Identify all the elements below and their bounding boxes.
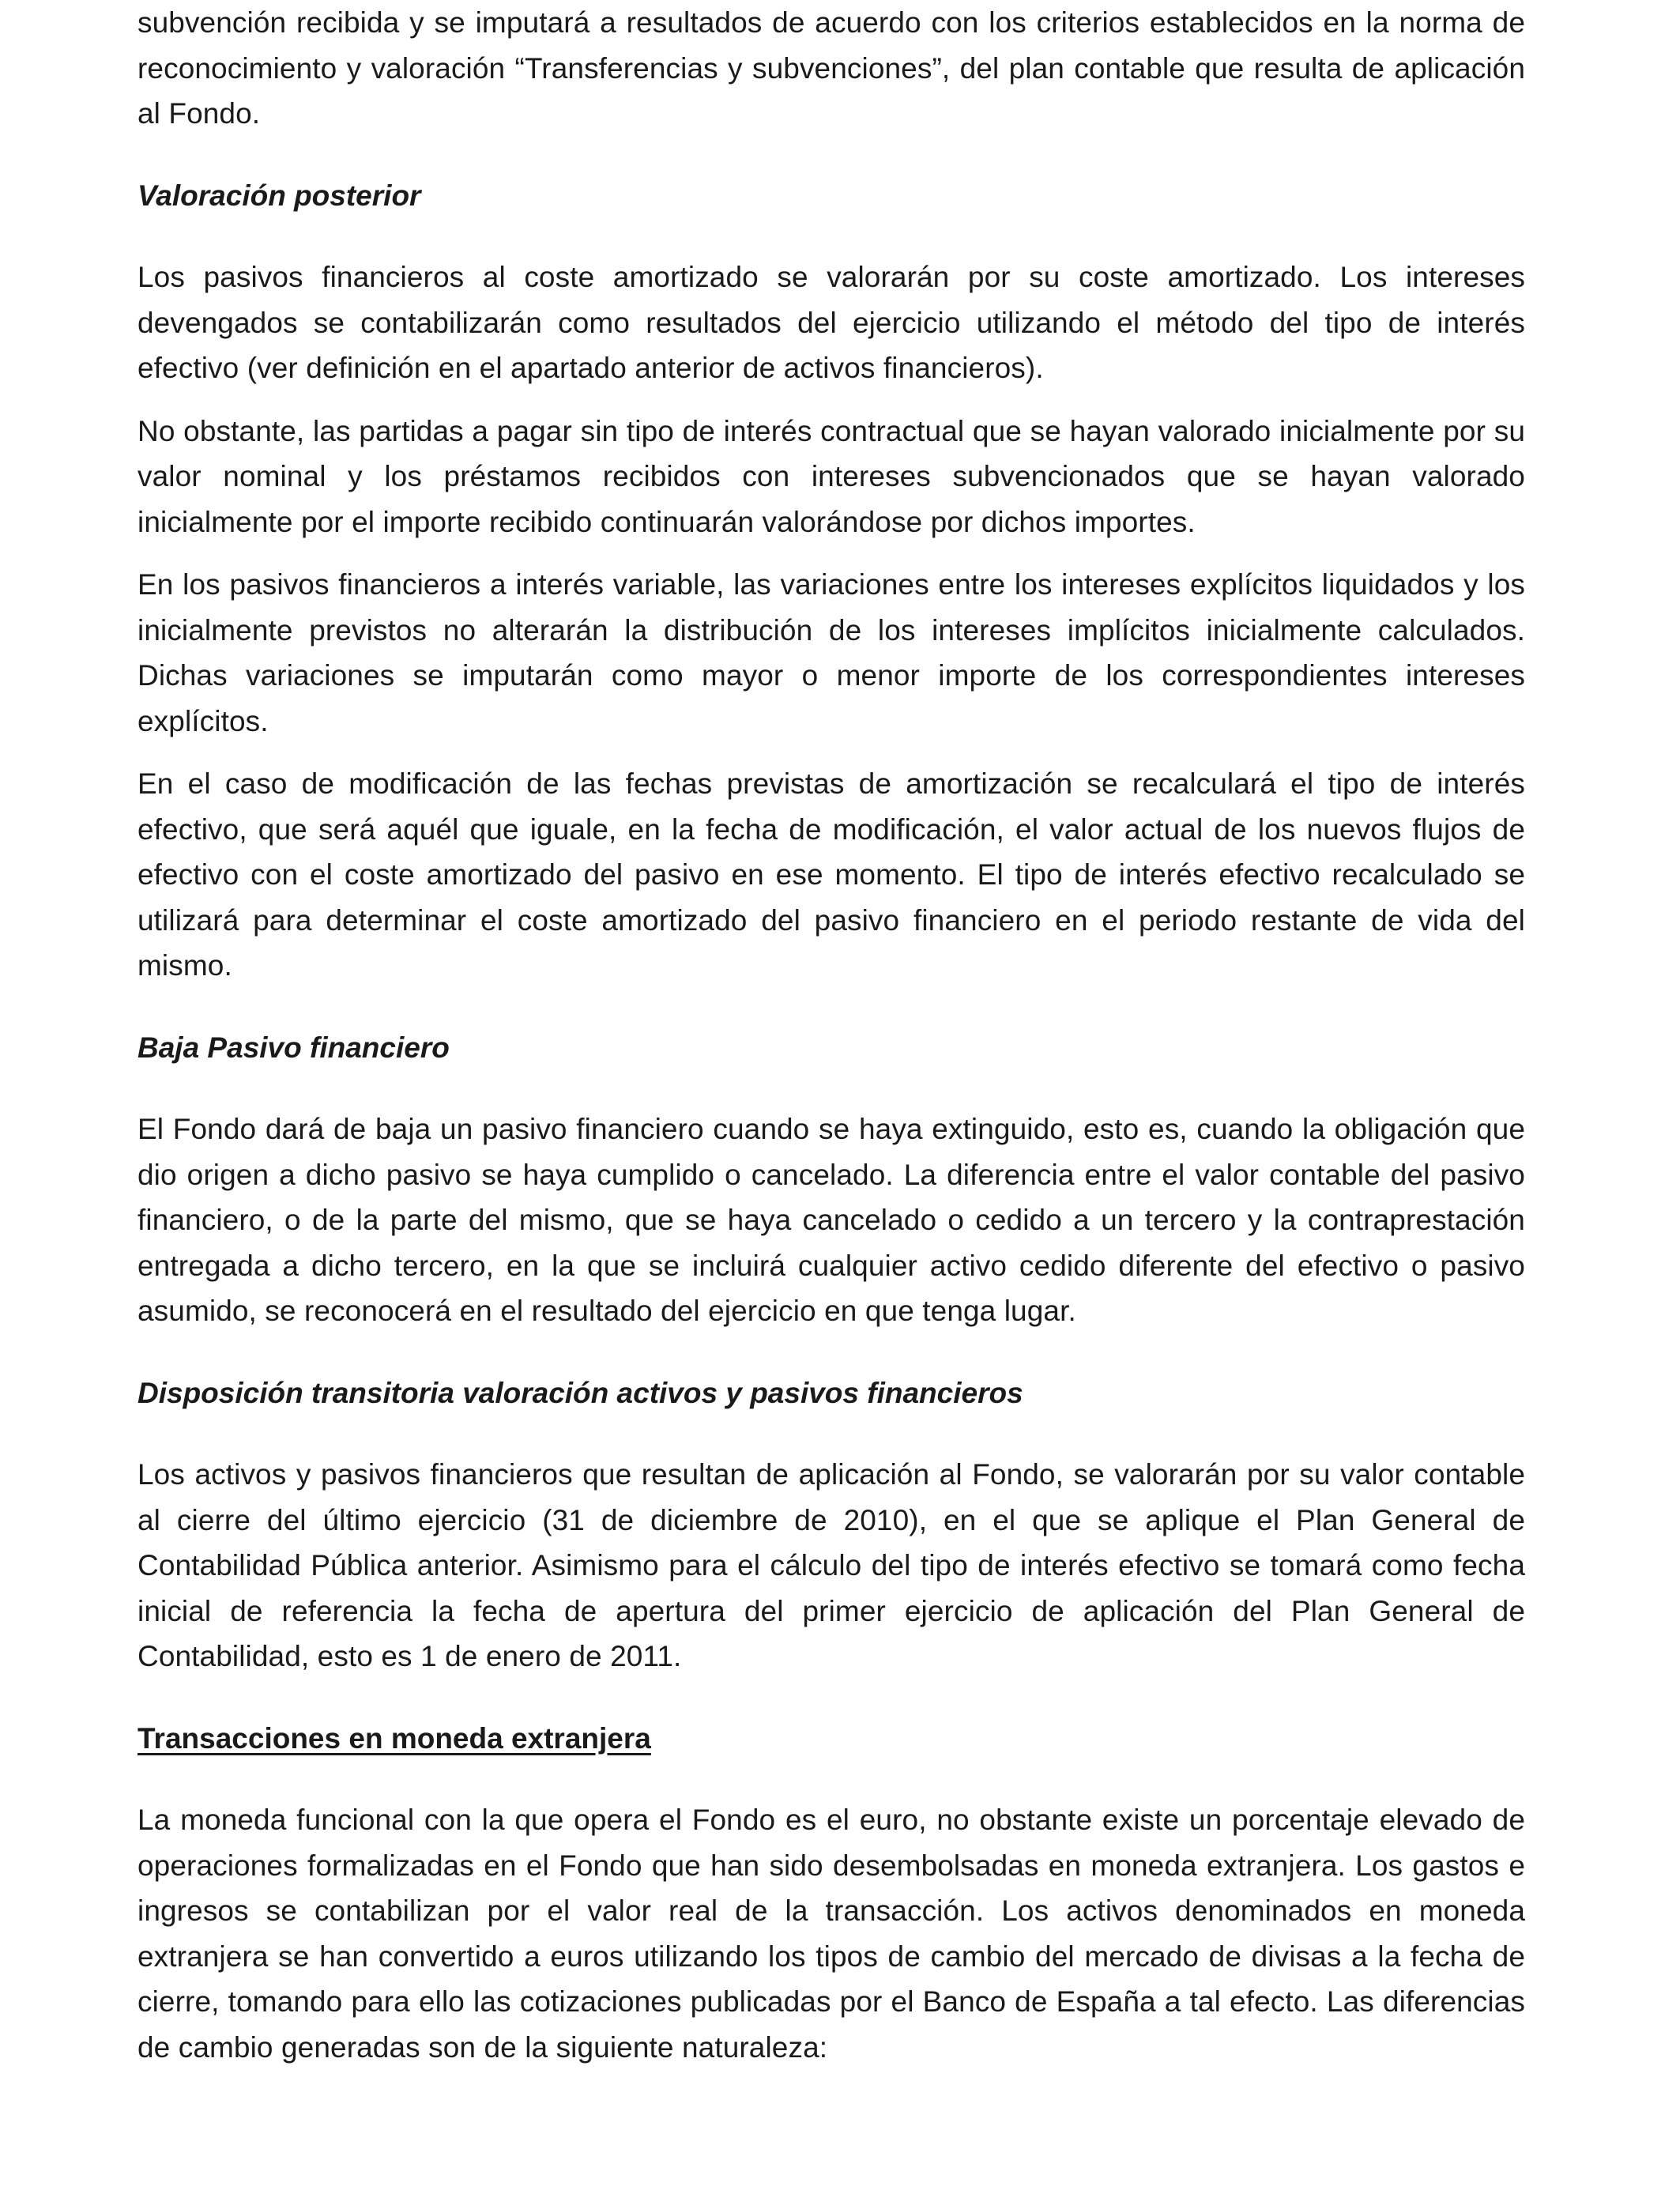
paragraph-valoracion-1: Los pasivos financieros al coste amortizado se valorarán por su coste amortizado. Los intereses devengados se contabilizarán como resultados del ejercicio utilizando el método del tipo de interés efectivo (ver definición en el apartado anterior de activos financieros).	[137, 261, 1525, 384]
paragraph-baja-pasivo: El Fondo dará de baja un pasivo financiero cuando se haya extinguido, esto es, cuando la obligación que dio origen a dicho pasivo se haya cumplido o cancelado. La diferencia entre el valor contable del pasivo financiero, o de la parte del mismo, que se haya cancelado o cedido a un tercero y la contraprestación entregada a dicho tercero, en la que se incluirá cualquier activo cedido diferente del efectivo o pasivo asumido, se reconocerá en el resultado del ejercicio en que tenga lugar.	[137, 1113, 1525, 1327]
heading-valoracion-posterior: Valoración posterior	[137, 179, 421, 212]
document-page	[137, 0, 1525, 2070]
heading-transacciones-moneda: Transacciones en moneda extranjera	[137, 1721, 651, 1755]
paragraph-valoracion-3: En los pasivos financieros a interés variable, las variaciones entre los intereses explícitos liquidados y los inicialmente previstos no alterarán la distribución de los intereses implícitos inicialmente calculados. Dichas variaciones se imputarán como mayor o menor importe de los correspondientes intereses explícitos.	[137, 568, 1525, 737]
heading-baja-pasivo: Baja Pasivo financiero	[137, 1031, 450, 1064]
paragraph-intro: subvención recibida y se imputará a resultados de acuerdo con los criterios establecidos en la norma de reconocimiento y valoración “Transferencias y subvenciones”, del plan contable que resulta de aplicación al Fondo.	[137, 6, 1525, 130]
paragraph-valoracion-2: No obstante, las partidas a pagar sin tipo de interés contractual que se hayan valorado inicialmente por su valor nominal y los préstamos recibidos con intereses subvencionados que se hayan valorado inicialmente por el importe recibido continuarán valorándose por dichos importes.	[137, 414, 1525, 538]
heading-disposicion-transitoria: Disposición transitoria valoración activos y pasivos financieros	[137, 1376, 1023, 1409]
paragraph-valoracion-4: En el caso de modificación de las fechas previstas de amortización se recalculará el tipo de interés efectivo, que será aquél que iguale, en la fecha de modificación, el valor actual de los nuevos flujos de efectivo con el coste amortizado del pasivo en ese momento. El tipo de interés efectivo recalculado se utilizará para determinar el coste amortizado del pasivo financiero en el periodo restante de vida del mismo.	[137, 767, 1525, 982]
paragraph-disposicion-transitoria: Los activos y pasivos financieros que resultan de aplicación al Fondo, se valorarán por su valor contable al cierre del último ejercicio (31 de diciembre de 2010), en el que se aplique el Plan General de Contabilidad Pública anterior. Asimismo para el cálculo del tipo de interés efectivo se tomará como fecha inicial de referencia la fecha de apertura del primer ejercicio de aplicación del Plan General de Contabilidad, esto es 1 de enero de 2011.	[137, 1458, 1525, 1672]
paragraph-transacciones-moneda: La moneda funcional con la que opera el Fondo es el euro, no obstante existe un porcentaje elevado de operaciones formalizadas en el Fondo que han sido desembolsadas en moneda extranjera. Los gastos e ingresos se contabilizan por el valor real de la transacción. Los activos denominados en moneda extranjera se han convertido a euros utilizando los tipos de cambio del mercado de divisas a la fecha de cierre, tomando para ello las cotizaciones publicadas por el Banco de España a tal efecto. Las diferencias de cambio generadas son de la siguiente naturaleza:	[137, 1804, 1525, 2064]
